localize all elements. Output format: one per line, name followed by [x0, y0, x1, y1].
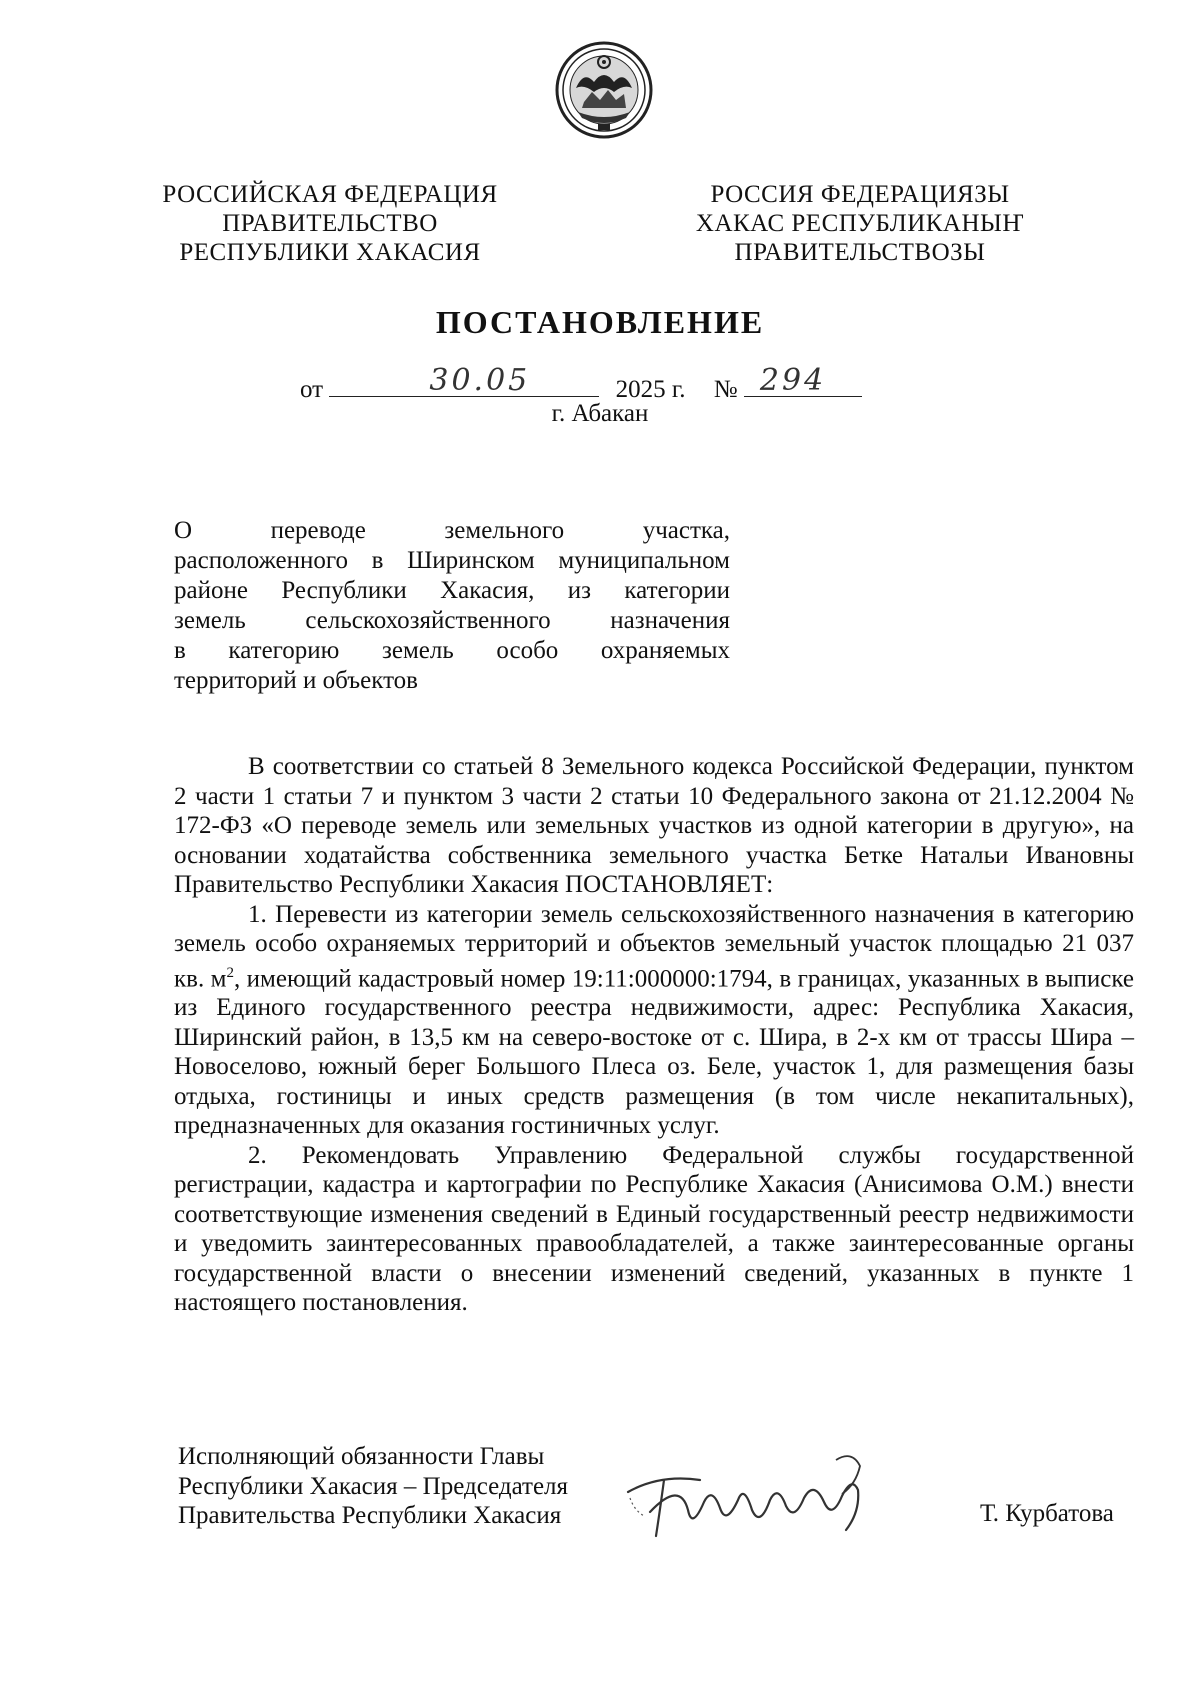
- item-1-text-cont: , имеющий кадастровый номер 19:11:000000:1794, в границах, указанных в выписке из Единого государственного реестра недвижимости, адрес: Республика Хакасия, Ширинский район, в 13,5 км на северо-востоке от с. Шира, в 2-х км от трассы Шира – Новоселово, южный берег Большого Плеса оз. Беле, участок 1, для размещения базы отдыха, гостиницы и иных средств размещения (в том числе некапитальных), предназначенных для оказания гостиничных услуг.: [174, 964, 1134, 1140]
- document-title: ПОСТАНОВЛЕНИЕ: [435, 304, 765, 340]
- date-prefix: от: [300, 376, 324, 403]
- subject-line: О переводе земельного участка,: [174, 517, 730, 544]
- city-label: г. Абакан: [551, 400, 649, 427]
- header-right-line: ПРАВИТЕЛЬСТВОЗЫ: [734, 239, 986, 266]
- date-field: [329, 363, 599, 398]
- signature-title-line: Правительства Республики Хакасия: [178, 1502, 562, 1529]
- number-handwritten: 294: [759, 363, 827, 398]
- document-body: [174, 752, 1134, 1318]
- header-right-line: РОССИЯ ФЕДЕРАЦИЯЗЫ: [710, 181, 1010, 208]
- header-left-line: РОССИЙСКАЯ ФЕДЕРАЦИЯ: [162, 181, 498, 208]
- item-1-text: 1. Перевести из категории земель сельскохозяйственного назначения в категорию земель особо охраняемых территорий и объектов земельный участок площадью 21 037 кв. м: [174, 900, 1134, 992]
- date-year: 2025 г.: [615, 376, 686, 403]
- signature-title: [178, 1442, 568, 1531]
- item-2-paragraph: 2. Рекомендовать Управлению Федеральной службы государственной регистрации, кадастра и картографии по Республике Хакасия (Анисимова О.М.) внести соответствующие изменения сведений в Единый государственный реестр недвижимости и уведомить заинтересованных правообладателей, а также заинтересованные органы государственной власти о внесении изменений сведений, указанных в пункте 1 настоящего постановления.: [174, 1141, 1134, 1317]
- subject-line: территорий и объектов: [174, 667, 418, 694]
- subject-line: районе Республики Хакасия, из категории: [174, 577, 730, 604]
- date-handwritten: 30.05: [429, 363, 531, 398]
- subject-block: [174, 516, 730, 696]
- header-left-line: ПРАВИТЕЛЬСТВО: [222, 210, 438, 237]
- signature-title-line: Исполняющий обязанности Главы: [178, 1443, 545, 1470]
- preamble-paragraph: В соответствии со статьей 8 Земельного кодекса Российской Федерации, пунктом 2 части 1 статьи 7 и пунктом 3 части 2 статьи 10 Федерального закона от 21.12.2004 № 172-ФЗ «О переводе земель или земельных участков из одной категории в другую», на основании ходатайства собственника земельного участка Бетке Натальи Ивановны Правительство Республики Хакасия ПОСТАНОВЛЯЕТ:: [174, 753, 1134, 898]
- coat-of-arms-emblem: [554, 40, 654, 140]
- item-1-paragraph: [174, 900, 1134, 1141]
- subject-line: расположенного в Ширинском муниципальном: [174, 547, 730, 574]
- signer-name: Т. Курбатова: [980, 1500, 1114, 1527]
- signature-title-line: Республики Хакасия – Председателя: [178, 1472, 569, 1500]
- header-right: [690, 180, 1030, 267]
- item-1-superscript: 2: [226, 964, 234, 981]
- subject-line: в категорию земель особо охраняемых: [174, 637, 730, 664]
- header-left: [160, 180, 500, 267]
- handwritten-signature: [620, 1440, 880, 1550]
- city: [0, 400, 1200, 428]
- header-left-line: РЕСПУБЛИКИ ХАКАСИЯ: [179, 239, 481, 266]
- subject-line: земель сельскохозяйственного назначения: [174, 607, 730, 634]
- date-line: [300, 363, 862, 404]
- header-right-line: ХАКАС РЕСПУБЛИКАНЫҤ: [695, 210, 1025, 237]
- number-prefix: №: [713, 376, 738, 403]
- number-field: [744, 363, 862, 398]
